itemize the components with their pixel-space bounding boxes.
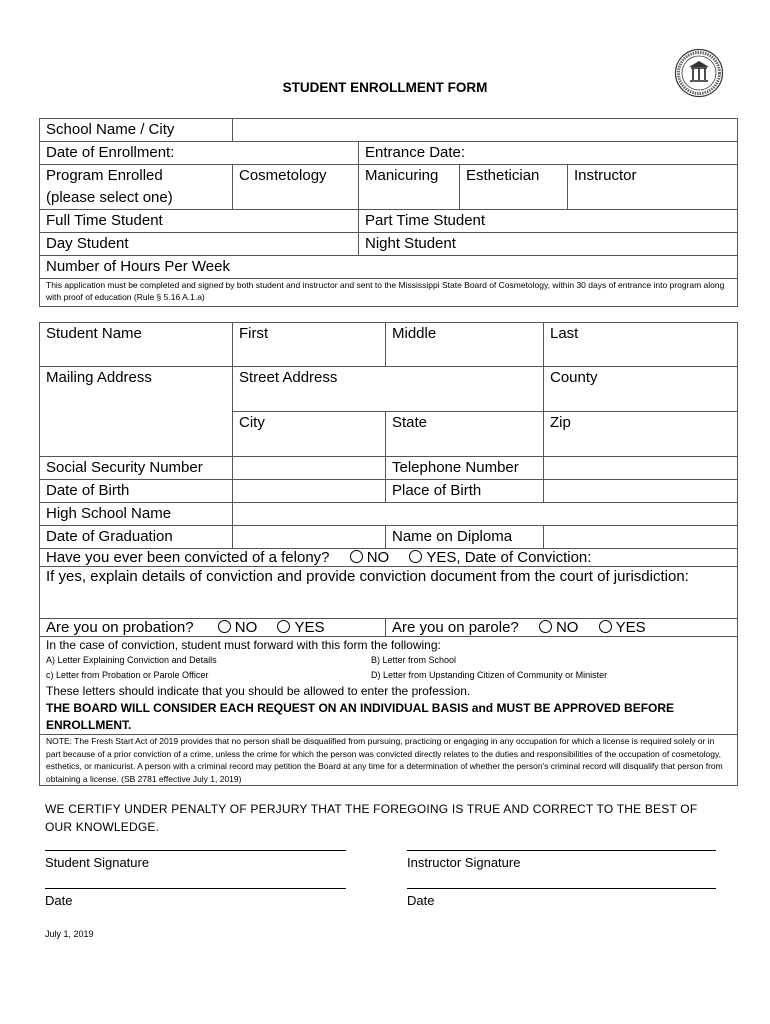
school-name-field[interactable]: [233, 119, 738, 142]
letter-b: B) Letter from School: [371, 655, 457, 665]
ssn-label: Social Security Number: [40, 457, 233, 480]
place-of-birth-label: Place of Birth: [386, 480, 544, 503]
probation-yes-label: YES: [294, 619, 325, 636]
felony-question: Have you ever been convicted of a felony?: [46, 549, 330, 566]
felony-yes-label: YES, Date of Conviction:: [426, 549, 592, 566]
student-date-line[interactable]: [45, 888, 346, 889]
felony-no-label: NO: [366, 549, 390, 566]
felony-no-radio[interactable]: [350, 550, 363, 563]
graduation-field[interactable]: [233, 526, 386, 549]
student-date-label: Date: [45, 893, 73, 908]
instructor-date-label: Date: [407, 893, 435, 908]
program-manicuring[interactable]: Manicuring: [359, 165, 460, 210]
diploma-name-field[interactable]: [544, 526, 738, 549]
program-instructor[interactable]: Instructor: [568, 165, 738, 210]
hours-per-week-field[interactable]: Number of Hours Per Week: [40, 256, 738, 279]
part-time-student[interactable]: Part Time Student: [359, 210, 738, 233]
conviction-explain-field[interactable]: If yes, explain details of conviction and provide conviction document from the court of jurisdiction:: [40, 567, 738, 619]
telephone-field[interactable]: [544, 457, 738, 480]
school-name-label: School Name / City: [40, 119, 233, 142]
program-esthetician[interactable]: Esthetician: [460, 165, 568, 210]
letter-c: c) Letter from Probation or Parole Officer: [46, 670, 209, 680]
program-enrolled-label: [40, 165, 233, 210]
city-field[interactable]: City: [233, 412, 386, 457]
diploma-name-label: Name on Diploma: [386, 526, 544, 549]
fresh-start-note: NOTE: The Fresh Start Act of 2019 provides that no person shall be disqualified from pursuing, practicing or engaging in any occupation for which a license is required solely or in part because of a prior conviction of a crime, unless the crime for which the person was convicted directly relates to the duties and responsibilities of the occupation of cosmetology, esthetics, or manicurist. A person with a criminal record may petition the Board at any time for a determination of whether the person's criminal record will disqualify that person from obtaining a license. (SB 2781 effective July 1, 2019): [40, 735, 738, 786]
student-signature-line[interactable]: [45, 850, 346, 851]
last-name-field[interactable]: Last: [544, 323, 738, 367]
probation-row: [40, 619, 386, 637]
probation-question: Are you on probation?: [46, 619, 194, 636]
parole-row: [386, 619, 738, 637]
parole-no-radio[interactable]: [539, 620, 552, 633]
night-student[interactable]: Night Student: [359, 233, 738, 256]
graduation-label: Date of Graduation: [40, 526, 233, 549]
county-field[interactable]: County: [544, 367, 738, 412]
first-name-field[interactable]: First: [233, 323, 386, 367]
instructor-date-line[interactable]: [407, 888, 716, 889]
telephone-label: Telephone Number: [386, 457, 544, 480]
letter-d: D) Letter from Upstanding Citizen of Community or Minister: [371, 670, 608, 680]
dob-field[interactable]: [233, 480, 386, 503]
mailing-address-label: Mailing Address: [40, 367, 233, 457]
parole-yes-label: YES: [615, 619, 646, 636]
dob-label: Date of Birth: [40, 480, 233, 503]
parole-question: Are you on parole?: [392, 619, 519, 636]
zip-field[interactable]: Zip: [544, 412, 738, 457]
program-enrolled-text: Program Enrolled: [46, 167, 163, 184]
application-note: This application must be completed and signed by both student and instructor and sent to the Mississippi State Board of Cosmetology, within 30 days of entrance into program along with proof of education (Rule § 5.16 A.1.a): [40, 279, 738, 307]
felony-yes-radio[interactable]: [409, 550, 422, 563]
program-cosmetology[interactable]: Cosmetology: [233, 165, 359, 210]
letter-a: A) Letter Explaining Conviction and Details: [46, 655, 217, 665]
certification-text: WE CERTIFY UNDER PENALTY OF PERJURY THAT THE FOREGOING IS TRUE AND CORRECT TO THE BEST OF OUR KNOWLEDGE.: [45, 802, 698, 834]
probation-no-label: NO: [234, 619, 258, 636]
place-of-birth-field[interactable]: [544, 480, 738, 503]
ssn-field[interactable]: [233, 457, 386, 480]
street-address-field[interactable]: Street Address: [233, 367, 544, 412]
full-time-student[interactable]: Full Time Student: [40, 210, 359, 233]
day-student[interactable]: Day Student: [40, 233, 359, 256]
felony-question-row: [40, 549, 738, 567]
board-consider-text: THE BOARD WILL CONSIDER EACH REQUEST ON AN INDIVIDUAL BASIS and MUST BE APPROVED BEFORE ENROLLMENT.: [46, 701, 675, 732]
entrance-date-field[interactable]: Entrance Date:: [359, 142, 738, 165]
form-title: STUDENT ENROLLMENT FORM: [282, 80, 488, 95]
parole-yes-radio[interactable]: [599, 620, 612, 633]
probation-no-radio[interactable]: [218, 620, 231, 633]
middle-name-field[interactable]: Middle: [386, 323, 544, 367]
footer-date: July 1, 2019: [45, 929, 94, 939]
letters-indicate-text: These letters should indicate that you should be allowed to enter the profession.: [46, 684, 471, 698]
parole-no-label: NO: [555, 619, 579, 636]
instructor-signature-label: Instructor Signature: [407, 855, 521, 870]
probation-yes-radio[interactable]: [277, 620, 290, 633]
date-of-enrollment-field[interactable]: Date of Enrollment:: [40, 142, 359, 165]
high-school-field[interactable]: [233, 503, 738, 526]
student-signature-label: Student Signature: [45, 855, 150, 870]
high-school-label: High School Name: [40, 503, 233, 526]
state-field[interactable]: State: [386, 412, 544, 457]
enrollment-section: [39, 118, 738, 307]
conviction-instructions: [40, 637, 738, 735]
instructor-signature-line[interactable]: [407, 850, 716, 851]
student-info-section: [39, 322, 738, 786]
conviction-forward-text: In the case of conviction, student must forward with this form the following:: [46, 638, 441, 652]
please-select-text: (please select one): [46, 189, 173, 206]
student-name-label: Student Name: [40, 323, 233, 367]
letters-row-1: [46, 653, 731, 668]
letters-row-2: [46, 668, 731, 683]
